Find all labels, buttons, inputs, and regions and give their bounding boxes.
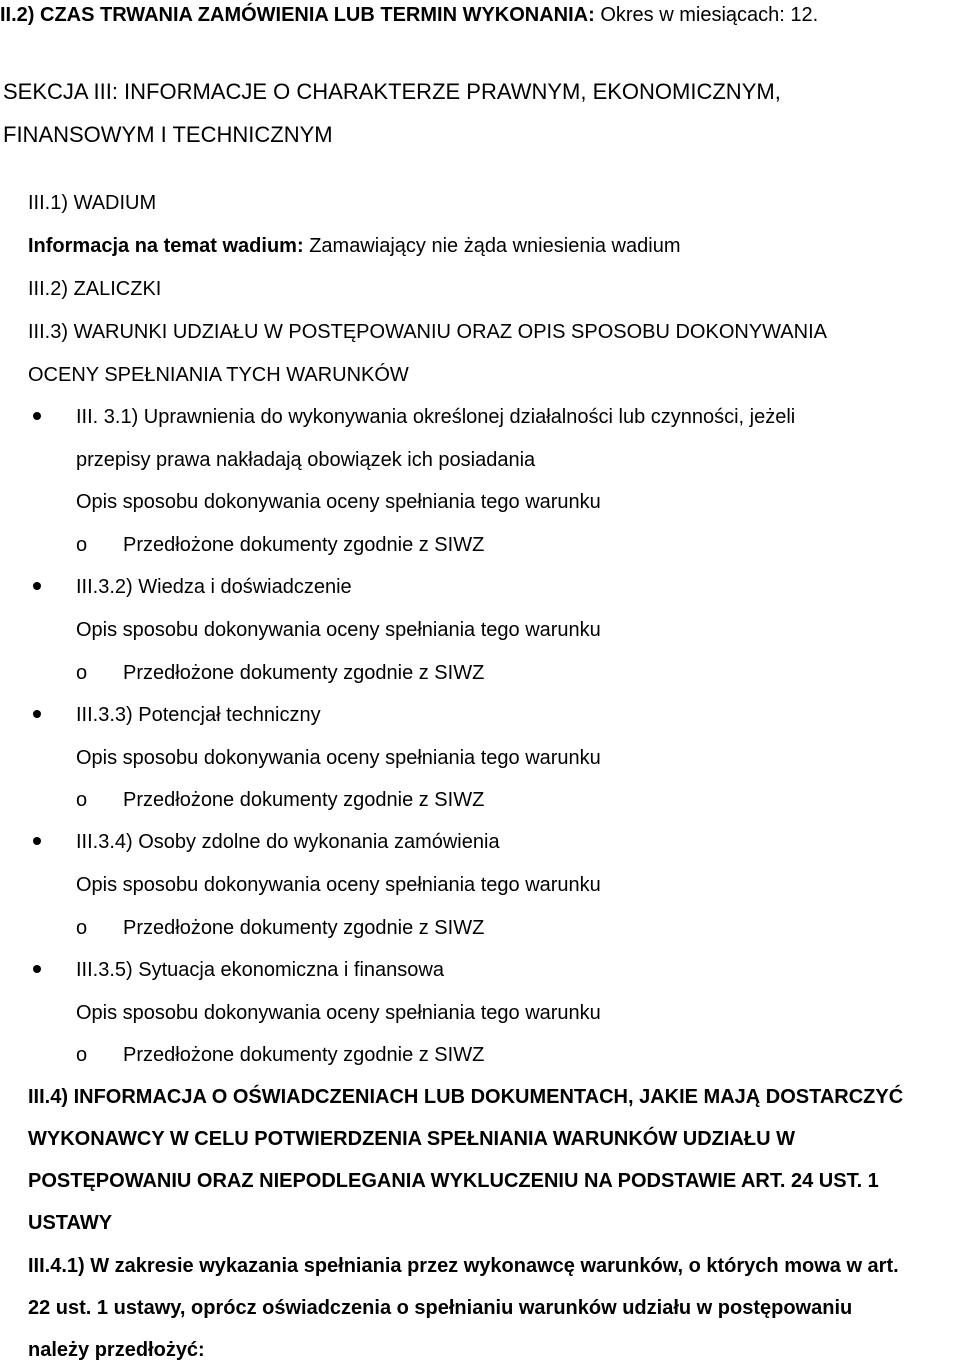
wadium-label: Informacja na temat wadium: [28,235,304,257]
duration-label: II.2) CZAS TRWANIA ZAMÓWIENIA LUB TERMIN WYKONANIA: [0,4,595,26]
bullet-icon [33,710,41,718]
wadium-heading: III.1) WADIUM [28,192,157,214]
statements-heading-line-2: WYKONAWCY W CELU POTWIERDZENIA SPEŁNIANIA WARUNKÓW UDZIAŁU W [28,1128,795,1150]
condition-assessment-label: Opis sposobu dokonywania oceny spełniania tego warunku [76,491,601,513]
wadium-value: Zamawiający nie żąda wniesienia wadium [309,235,681,257]
section-iii-title-line-1: SEKCJA III: INFORMACJE O CHARAKTERZE PRAWNYM, EKONOMICZNYM, [3,79,781,104]
condition-title-line-2: przepisy prawa nakładają obowiązek ich posiadania [76,449,536,471]
statements-heading-line-4: USTAWY [28,1212,113,1234]
sub-bullet-icon: o [76,917,88,939]
condition-assessment-item: Przedłożone dokumenty zgodnie z SIWZ [123,662,485,684]
condition-assessment-label: Opis sposobu dokonywania oceny spełniania tego warunku [76,747,601,769]
sub-bullet-icon: o [76,534,88,556]
statements-heading-line-3: POSTĘPOWANIU ORAZ NIEPODLEGANIA WYKLUCZENIU NA PODSTAWIE ART. 24 UST. 1 [28,1170,879,1192]
condition-assessment-label: Opis sposobu dokonywania oceny spełniania tego warunku [76,619,601,641]
bullet-icon [33,837,41,845]
statements-heading-line-1: III.4) INFORMACJA O OŚWIADCZENIACH LUB DOKUMENTACH, JAKIE MAJĄ DOSTARCZYĆ [28,1086,904,1108]
conditions-heading-line-1: III.3) WARUNKI UDZIAŁU W POSTĘPOWANIU ORAZ OPIS SPOSOBU DOKONYWANIA [28,321,827,343]
condition-assessment-item: Przedłożone dokumenty zgodnie z SIWZ [123,534,485,556]
condition-assessment-label: Opis sposobu dokonywania oceny spełniania tego warunku [76,1002,601,1024]
section-iii-title-line-2: FINANSOWYM I TECHNICZNYM [3,122,333,147]
condition-title-line-1: III.3.3) Potencjał techniczny [76,704,321,726]
statements-subsection-line-3: należy przedłożyć: [28,1339,205,1361]
bullet-icon [33,582,41,590]
condition-assessment-item: Przedłożone dokumenty zgodnie z SIWZ [123,917,485,939]
statements-subsection-line-2: 22 ust. 1 ustawy, oprócz oświadczenia o spełnianiu warunków udziału w postępowaniu [28,1297,853,1319]
condition-title-line-1: III.3.2) Wiedza i doświadczenie [76,576,352,598]
duration-value: Okres w miesiącach: 12. [600,4,819,26]
sub-bullet-icon: o [76,789,88,811]
condition-title-line-1: III.3.5) Sytuacja ekonomiczna i finansowa [76,959,444,981]
condition-title-line-1: III. 3.1) Uprawnienia do wykonywania określonej działalności lub czynności, jeżeli [76,406,796,428]
wadium-info-line [28,236,680,256]
condition-title-line-1: III.3.4) Osoby zdolne do wykonania zamówienia [76,831,500,853]
condition-assessment-item: Przedłożone dokumenty zgodnie z SIWZ [123,789,485,811]
duration-line [0,5,818,25]
condition-assessment-item: Przedłożone dokumenty zgodnie z SIWZ [123,1044,485,1066]
advances-heading: III.2) ZALICZKI [28,278,162,300]
sub-bullet-icon: o [76,1044,88,1066]
statements-subsection-line-1: III.4.1) W zakresie wykazania spełniania przez wykonawcę warunków, o których mowa w art. [28,1255,899,1277]
condition-assessment-label: Opis sposobu dokonywania oceny spełniania tego warunku [76,874,601,896]
sub-bullet-icon: o [76,662,88,684]
conditions-heading-line-2: OCENY SPEŁNIANIA TYCH WARUNKÓW [28,364,409,386]
bullet-icon [33,965,41,973]
bullet-icon [33,412,41,420]
